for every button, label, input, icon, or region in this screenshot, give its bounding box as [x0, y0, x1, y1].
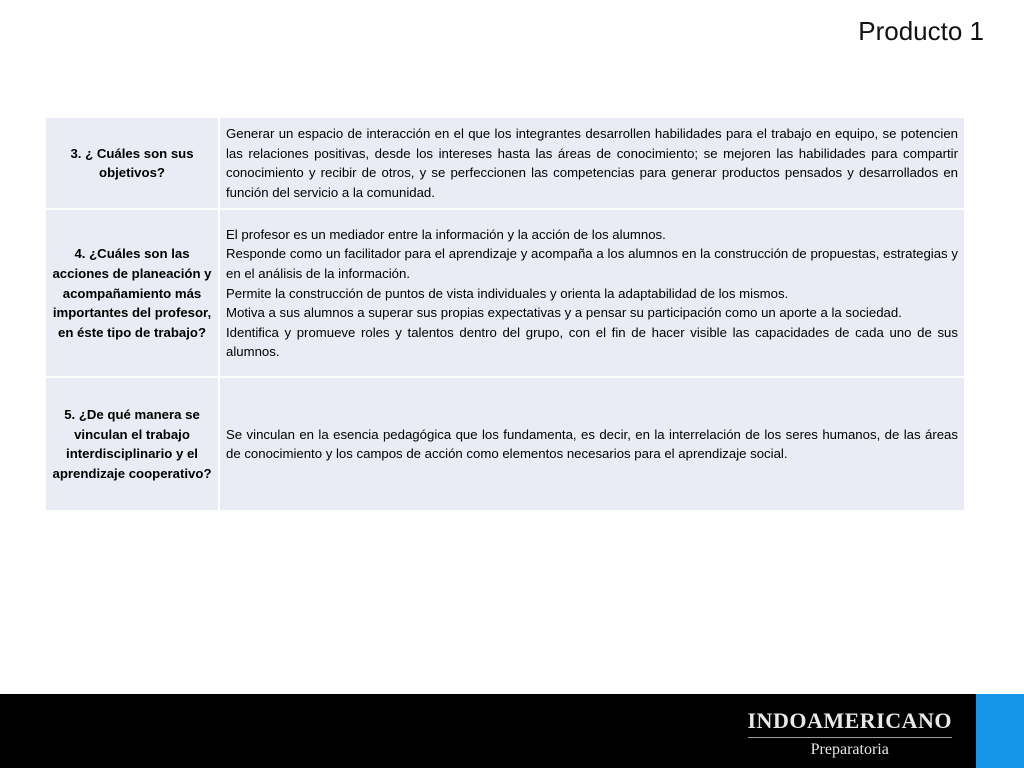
table-row: [46, 210, 964, 376]
answer-cell: [220, 118, 964, 208]
answer-text: Generar un espacio de interacción en el que los integrantes desarrollen habilidades para el trabajo en equipo, se potencien las relaciones positivas, desde los intereses hasta las áreas de conocimiento; se mejoren las habilidades para compartir conocimiento y recibir de otros, y se perfeccionen las competencias para generar productos pensados y desarrollados en función del servicio a la comunidad.: [226, 126, 958, 200]
answer-text: Motiva a sus alumnos a superar sus propias expectativas y a pensar su participación como un aporte a la sociedad.: [226, 305, 902, 321]
answer-text: Responde como un facilitador para el aprendizaje y acompaña a los alumnos en la construcción de propuestas, estrategias y en el análisis de la información.: [226, 246, 958, 281]
brand-logo: [748, 708, 953, 759]
answer-text: Se vinculan en la esencia pedagógica que los fundamenta, es decir, en la interrelación de los seres humanos, de las áreas de conocimiento y los campos de acción como elementos necesarios para el aprendizaje social.: [226, 426, 958, 462]
answer-cell: [220, 210, 964, 376]
slide-title: Producto 1: [858, 16, 984, 46]
footer-bar: [0, 694, 1024, 768]
table-row: [46, 118, 964, 208]
question-cell: 4. ¿Cuáles son las acciones de planeación y acompañamiento más importantes del profesor, en éste tipo de trabajo?: [46, 210, 218, 376]
table-row: [46, 378, 964, 510]
answer-text: Identifica y promueve roles y talentos dentro del grupo, con el fin de hacer visible las capacidades de cada uno de sus alumnos.: [226, 324, 958, 360]
accent-block: [976, 694, 1024, 768]
answer-cell: [220, 378, 964, 510]
question-cell: 5. ¿De qué manera se vinculan el trabajo interdisciplinario y el aprendizaje cooperativo?: [46, 378, 218, 510]
brand-subtitle: Preparatoria: [810, 741, 889, 758]
qa-table: [44, 116, 966, 512]
brand-name: INDOAMERICANO: [748, 708, 953, 738]
answer-text: Permite la construcción de puntos de vista individuales y orienta la adaptabilidad de los mismos.: [226, 285, 789, 301]
question-cell: 3. ¿ Cuáles son sus objetivos?: [46, 118, 218, 208]
answer-text: El profesor es un mediador entre la información y la acción de los alumnos.: [226, 226, 666, 242]
